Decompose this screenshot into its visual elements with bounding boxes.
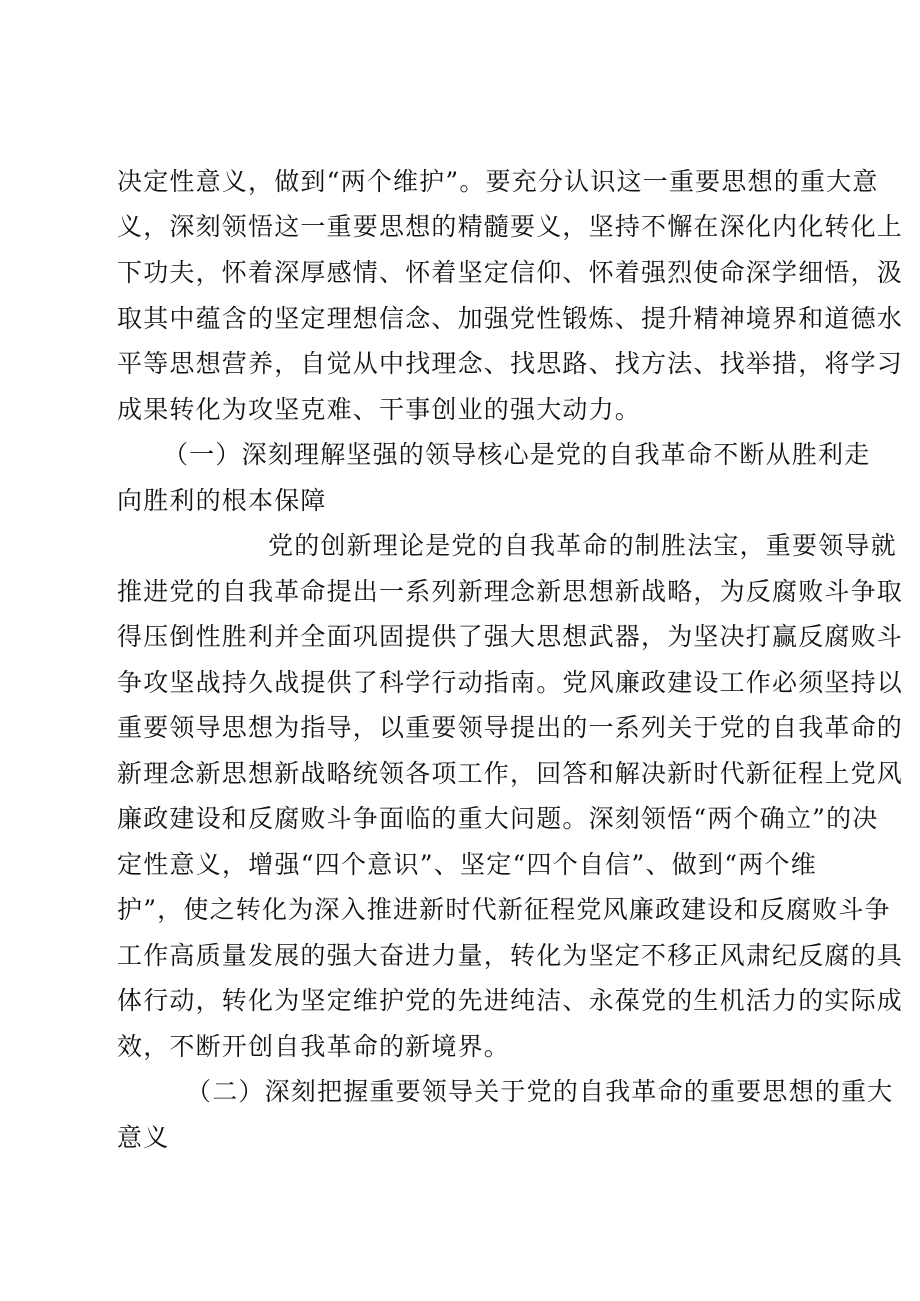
section-heading-1: （一）深刻理解坚强的领导核心是党的自我革命不断从胜利走 <box>163 440 871 469</box>
text-line: 决定性意义，做到“两个维护”。要充分认识这一重要思想的重大意 <box>117 167 879 196</box>
text-line: 得压倒性胜利并全面巩固提供了强大思想武器，为坚决打赢反腐败斗 <box>117 622 904 651</box>
text-line: 体行动，转化为坚定维护党的先进纯洁、永葆党的生机活力的实际成 <box>117 986 904 1015</box>
text-line: 平等思想营养，自觉从中找理念、找思路、找方法、找举措，将学习 <box>117 349 904 378</box>
text-line: 廉政建设和反腐败斗争面临的重大问题。深刻领悟“两个确立”的决 <box>117 804 879 833</box>
text-line: 重要领导思想为指导，以重要领导提出的一系列关于党的自我革命的 <box>117 713 904 742</box>
section-heading-2-cont: 意义 <box>117 1123 170 1152</box>
text-line: 义，深刻领悟这一重要思想的精髓要义，坚持不懈在深化内化转化上 <box>117 212 904 241</box>
text-line: 护”，使之转化为深入推进新时代新征程党风廉政建设和反腐败斗争 <box>117 895 891 924</box>
text-line: 取其中蕴含的坚定理想信念、加强党性锻炼、提升精神境界和道德水 <box>117 304 904 333</box>
text-line: 效，不断开创自我革命的新境界。 <box>117 1032 511 1061</box>
text-line: 工作高质量发展的强大奋进力量，转化为坚定不移正风肃纪反腐的具 <box>117 941 904 970</box>
text-line: 推进党的自我革命提出一系列新理念新思想新战略，为反腐败斗争取 <box>117 577 904 606</box>
text-line: 定性意义，增强“四个意识”、坚定“四个自信”、做到“两个维 <box>117 850 817 879</box>
text-line: 争攻坚战持久战提供了科学行动指南。党风廉政建设工作必须坚持以 <box>117 668 904 697</box>
section-heading-2: （二）深刻把握重要领导关于党的自我革命的重要思想的重大 <box>186 1077 894 1106</box>
text-line: 党的创新理论是党的自我革命的制胜法宝，重要领导就 <box>268 531 897 560</box>
text-line: 成果转化为攻坚克难、干事创业的强大动力。 <box>117 395 642 424</box>
text-line: 新理念新思想新战略统领各项工作，回答和解决新时代新征程上党风 <box>117 759 904 788</box>
section-heading-1-cont: 向胜利的根本保障 <box>117 486 327 515</box>
text-line: 下功夫，怀着深厚感情、怀着坚定信仰、怀着强烈使命深学细悟，汲 <box>117 258 904 287</box>
